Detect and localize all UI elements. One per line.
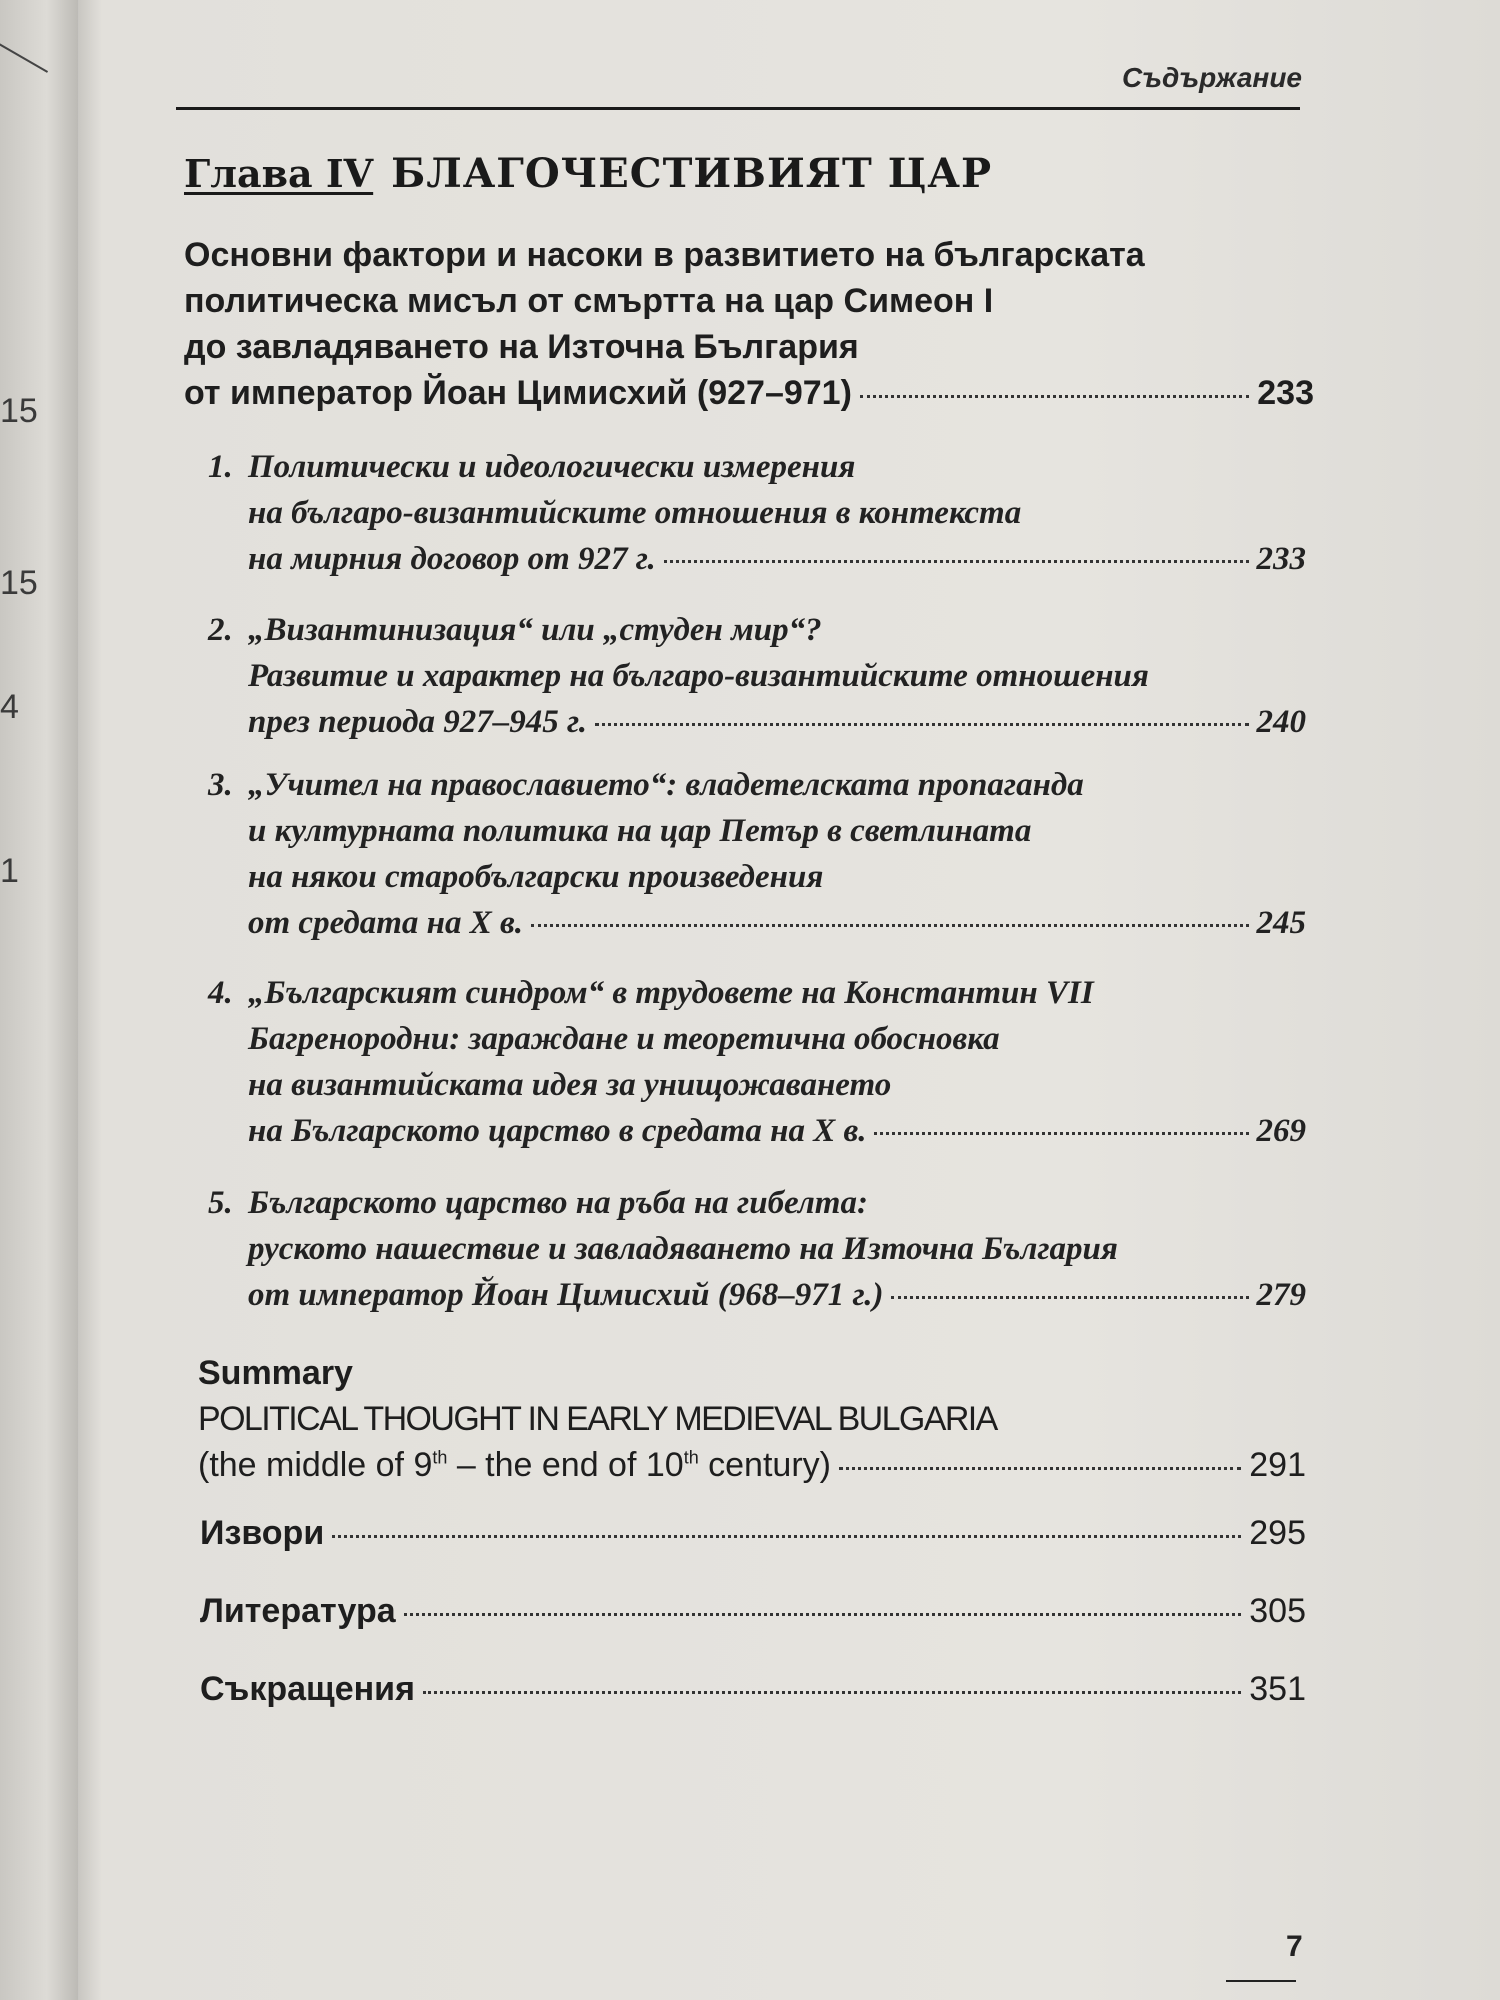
entry-line: от средата на X в. [248,905,524,941]
toc-main-entry [184,232,1314,416]
dot-leader [404,1613,1242,1616]
toc-sub-entry [208,970,1306,1154]
page-number: 269 [1256,1113,1306,1149]
entry-number: 4. [208,975,233,1011]
entry-line: и културната политика на цар Петър в светлината [248,813,1032,849]
entry-line: Основни фактори и насоки в развитието на българската [184,236,1145,274]
entry-line: Багренородни: зараждане и теоретична обосновка [248,1021,1000,1057]
page-number: 351 [1249,1670,1306,1708]
dot-leader [332,1535,1241,1538]
contents-page [78,0,1500,2000]
prev-page-number: 15 [0,564,38,602]
entry-line: „Българският синдром“ в трудовете на Константин VII [248,975,1094,1011]
entry-label: Съкращения [200,1670,415,1708]
dot-leader [839,1467,1241,1470]
entry-line: на Българското царство в средата на X в. [248,1113,867,1149]
summary-range: (the middle of 9th – the end of 10th century) [198,1446,831,1484]
entry-line: през периода 927–945 г. [248,704,587,740]
dot-leader [423,1691,1241,1694]
entry-label: Извори [200,1514,325,1552]
entry-label: Литература [200,1592,396,1630]
entry-line: руското нашествие и завладяването на Източна България [248,1231,1118,1267]
summary-label: Summary [198,1354,353,1392]
entry-line: до завладяването на Източна България [184,328,859,366]
entry-line: „Учител на православието“: владетелската пропаганда [248,767,1084,803]
entry-line: Българското царство на ръба на гибелта: [248,1185,868,1221]
folio-rule [1226,1980,1296,1982]
page-curl-mark [0,32,48,73]
chapter-label: Глава IV [184,151,374,196]
chapter-title: БЛАГОЧЕСТИВИЯТ ЦАР [391,150,993,197]
entry-number: 3. [208,767,233,803]
folio-page-number: 7 [1286,1930,1303,1963]
toc-sub-entry [208,1180,1306,1318]
entry-line: на мирния договор от 927 г. [248,541,656,577]
page-number: 240 [1256,704,1306,740]
toc-summary-entry [198,1350,1306,1488]
entry-line: Развитие и характер на българо-византийските отношения [248,658,1149,694]
entry-number: 2. [208,612,233,648]
running-head: Съдържание [1122,62,1302,93]
prev-page-number: 4 [0,688,19,726]
page-number: 291 [1249,1446,1306,1484]
toc-sub-entry [208,762,1306,946]
chapter-heading [184,150,992,197]
entry-line: на българо-византийските отношения в контекста [248,495,1022,531]
entry-number: 5. [208,1185,233,1221]
page-number: 295 [1249,1514,1306,1552]
summary-title: POLITICAL THOUGHT IN EARLY MEDIEVAL BULGARIA [198,1400,997,1438]
toc-sub-entry [208,607,1306,745]
prev-page-number: 15 [0,392,38,430]
entry-line: Политически и идеологически измерения [248,449,856,485]
toc-entry-literature [200,1588,1306,1634]
toc-sub-entry [208,444,1306,582]
entry-line: политическа мисъл от смъртта на цар Симеон I [184,282,994,320]
entry-line: от император Йоан Цимисхий (927–971) [184,374,852,412]
page-number: 233 [1256,541,1306,577]
dot-leader [531,924,1248,927]
entry-line: „Византинизация“ или „студен мир“? [248,612,822,648]
entry-line: на византийската идея за унищожаването [248,1067,892,1103]
prev-page-number: 1 [0,852,19,890]
entry-line: на някои старобългарски произведения [248,859,824,895]
toc-entry-abbreviations [200,1666,1306,1712]
page-number: 245 [1256,905,1306,941]
toc-entry-sources [200,1510,1306,1556]
page-number: 279 [1256,1277,1306,1313]
previous-page-edge [0,0,78,2000]
entry-line: от император Йоан Цимисхий (968–971 г.) [248,1277,884,1313]
dot-leader [595,723,1249,726]
page-number: 305 [1249,1592,1306,1630]
dot-leader [860,395,1249,398]
page-number: 233 [1257,374,1314,412]
entry-number: 1. [208,449,233,485]
dot-leader [891,1296,1248,1299]
dot-leader [664,560,1249,563]
header-rule [176,107,1300,110]
dot-leader [874,1132,1248,1135]
